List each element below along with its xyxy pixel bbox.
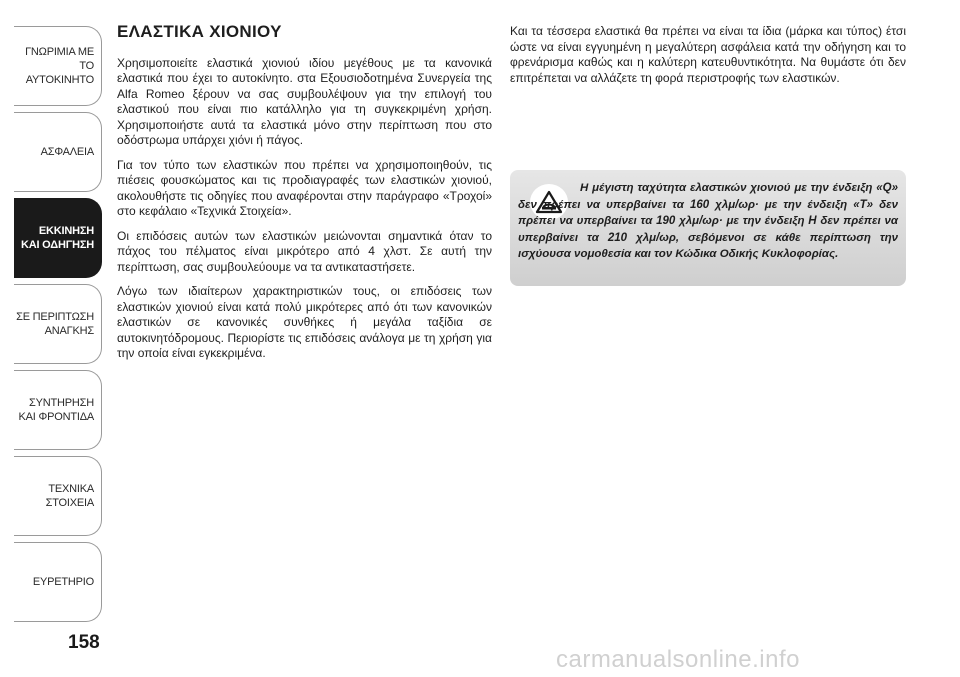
- watermark: carmanualsonline.info: [556, 646, 800, 673]
- paragraph: Και τα τέσσερα ελαστικά θα πρέπει να είναι τα ίδια (μάρκα και τύπος) έτσι ώστε να είναι εγγυημένη η μεγαλύτερη ασφάλεια κατά την οδήγηση και το φρενάρισμα καθώς και η καλύτερη κατευθυντικότητα. Να θυμάστε ότι δεν επιτρέπεται να αλλάζετε τη φορά περιστροφής των ελαστικών.: [510, 24, 906, 85]
- paragraph: Οι επιδόσεις αυτών των ελαστικών μειώνονται σημαντικά όταν το πάχος του πέλματος είναι μικρότερο από 4 χλστ. Σε αυτή την περίπτωση, σας συμβουλεύουμε να τα αντικαταστήσετε.: [117, 228, 492, 274]
- chapter-sidebar: [14, 26, 102, 628]
- warning-text: Η μέγιστη ταχύτητα ελαστικών χιονιού με την ένδειξη «Q» δεν πρέπει να υπερβαίνει τα 160 χλμ/ωρ· με την ένδειξη «T» δεν πρέπει να υπερβαίνει τα 190 χλμ/ωρ· με την ένδειξη H δεν πρέπει να υπερβαίνει τα 210 χλμ/ωρ, σεβόμενοι σε κάθε περίπτωση την ισχύουσα νομοθεσία και τον Κώδικα Οδικής Κυκλοφορίας.: [518, 182, 898, 260]
- tab-technical-data[interactable]: ΤΕΧΝΙΚΑ ΣΤΟΙΧΕΙΑ: [14, 456, 102, 536]
- warning-box: [510, 170, 906, 286]
- left-column: [117, 24, 492, 371]
- page-number: 158: [68, 632, 100, 653]
- tab-safety[interactable]: ΑΣΦΑΛΕΙΑ: [14, 112, 102, 192]
- tab-maintenance[interactable]: ΣΥΝΤΗΡΗΣΗ ΚΑΙ ΦΡΟΝΤΙΔΑ: [14, 370, 102, 450]
- paragraph: Για τον τύπο των ελαστικών που πρέπει να χρησιμοποιηθούν, τις πιέσεις φουσκώματος και τις προδιαγραφές των ελαστικών χιονιού, ακολουθήστε τις οδηγίες που αναφέρονται στην παράγραφο «Τροχοί» στο κεφάλαιο «Τεχνικά Στοιχεία».: [117, 157, 492, 218]
- tab-starting-driving[interactable]: ΕΚΚΙΝΗΣΗ ΚΑΙ ΟΔΗΓΗΣΗ: [14, 198, 102, 278]
- tab-getting-to-know[interactable]: ΓΝΩΡΙΜΙΑ ΜΕ ΤΟ ΑΥΤΟΚΙΝΗΤΟ: [14, 26, 102, 106]
- section-title: ΕΛΑΣΤΙΚΑ ΧΙΟΝΙΟΥ: [117, 22, 282, 41]
- tab-index[interactable]: ΕΥΡΕΤΗΡΙΟ: [14, 542, 102, 622]
- tab-emergency[interactable]: ΣΕ ΠΕΡΙΠΤΩΣΗ ΑΝΑΓΚΗΣ: [14, 284, 102, 364]
- paragraph: Λόγω των ιδιαίτερων χαρακτηριστικών τους, οι επιδόσεις των ελαστικών χιονιού είναι κατά πολύ μικρότερες από ότι των κανονικών ελαστικών σε κανονικές συνθήκες ή μεγάλα ταξίδια σε αυτοκινητόδρομους. Περιορίστε τις επιδόσεις ανάλογα με τη χρήση για την οποία είναι εγκεκριμένα.: [117, 284, 492, 360]
- right-column: [510, 24, 906, 86]
- paragraph: Χρησιμοποιείτε ελαστικά χιονιού ιδίου μεγέθους με τα κανονικά ελαστικά που έχει το αυτοκίνητο. στα Εξουσιοδοτημένα Συνεργεία της Alfa Romeo ξέρουν να σας συμβουλέψουν για την επιλογή του ελαστικού που είναι πιο κατάλληλο για τη συγκεκριμένη χρήση. Χρησιμοποιήστε αυτά τα ελαστικά μόνο στην περίπτωση που στο οδόστρωμα υπάρχει χιόνι ή πάγος.: [117, 55, 492, 147]
